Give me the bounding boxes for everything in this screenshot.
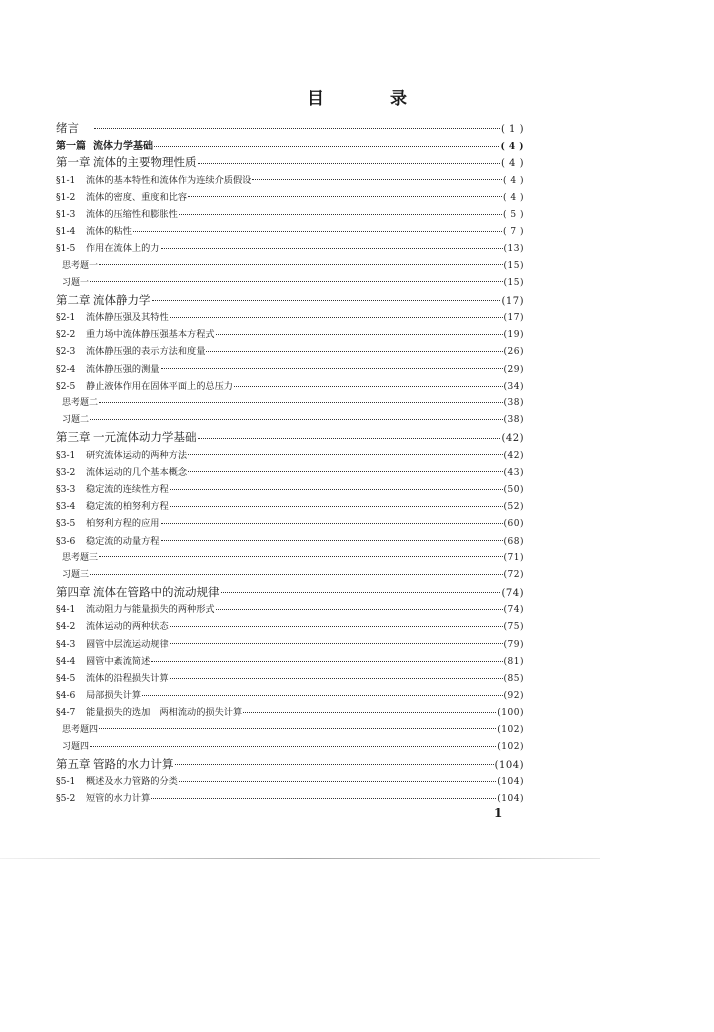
dot-leader [170,638,503,644]
toc-entry-page: (79) [503,639,524,650]
dot-leader [170,484,503,490]
dot-leader [179,209,502,215]
dot-leader [175,758,494,765]
dot-leader [151,655,502,661]
dot-leader [206,346,502,352]
toc-entry-page: (74) [501,588,524,600]
dot-leader [99,552,503,558]
toc-entry-title: 习题三 [62,569,90,580]
toc-entry-page: (29) [503,364,524,375]
toc-entry-page: ( 4 ) [503,175,524,186]
toc-entry-title: 静止液体作用在固体平面上的总压力 [86,380,233,392]
dot-leader [198,156,500,163]
dot-leader [170,312,503,318]
dot-leader [234,380,503,386]
scan-edge-line [0,858,600,859]
toc-entry-title: 思考题一 [62,260,99,271]
dot-leader [151,793,496,799]
toc-entry-page: (92) [503,691,524,702]
toc-entry-page: ( 4 ) [500,158,524,170]
toc-entry-title: 圆管中紊流简述 [86,655,151,667]
toc-entry-section [56,704,524,721]
toc-entry-number: §2-4 [56,363,76,375]
toc-entry-section [56,240,524,257]
toc-entry-number: §4-5 [56,673,76,684]
toc-entry-page: (68) [503,536,524,547]
toc-entry-section [56,326,524,343]
toc-entry-number: §3-4 [56,501,76,513]
toc-entry-exercise [56,550,524,567]
toc-entry-page: (17) [503,313,524,324]
toc-entry-section [56,343,524,360]
dot-leader [90,414,503,420]
dot-leader [99,397,503,403]
toc-entry-page: (15) [503,260,524,271]
toc-entry-exercise [56,395,524,412]
toc-entry-title: 流体的主要物理性质 [93,155,197,170]
table-of-contents [56,120,524,808]
toc-entry-page: (43) [503,467,524,478]
toc-entry-number: §3-6 [56,535,76,547]
toc-entry-section [56,687,524,704]
toc-entry-section [56,481,524,498]
dot-leader [99,259,503,265]
toc-entry-page: (50) [503,484,524,495]
toc-entry-page: (13) [503,244,524,255]
toc-entry-page: (104) [494,759,524,771]
toc-entry-section [56,361,524,378]
toc-entry-number: §3-5 [56,518,76,530]
toc-entry-title: 能量损失的选加 两相流动的损失计算 [86,707,243,719]
toc-entry-title: 柏努利方程的应用 [86,518,160,530]
toc-entry-number: §1-1 [56,174,76,186]
toc-entry-number: §3-3 [56,483,76,495]
toc-entry-page: (17) [501,295,524,307]
toc-entry-section [56,498,524,515]
dot-leader [243,707,496,713]
toc-entry-chapter [56,584,524,601]
toc-entry-number: §1-2 [56,191,76,203]
toc-entry-title: 作用在流体上的力 [86,243,160,255]
toc-entry-title: 流体静力学 [93,292,151,307]
toc-entry-section [56,636,524,653]
toc-entry-number: 绪言 [56,121,79,135]
toc-entry-page: (38) [503,415,524,426]
toc-entry-section [56,464,524,481]
toc-entry-title: 管路的水力计算 [93,756,174,771]
page-title: 目 录 [307,89,437,109]
toc-entry-section [56,447,524,464]
dot-leader [152,294,501,301]
dot-leader [221,586,501,593]
toc-entry-number: §5-2 [56,793,76,805]
toc-entry-number: §2-2 [56,329,76,341]
toc-entry-page: (72) [503,569,524,580]
toc-entry-page: (104) [497,794,524,805]
toc-entry-title: 习题一 [62,277,90,288]
toc-entry-title: 流体的密度、重度和比容 [86,191,188,203]
dot-leader [188,449,502,455]
toc-entry-number: §2-1 [56,312,76,324]
toc-entry-page: (104) [497,777,524,788]
toc-entry-page: (75) [503,622,524,633]
toc-entry-number: §2-3 [56,346,76,358]
toc-entry-exercise [56,567,524,584]
toc-entry-section [56,790,524,807]
toc-entry-page: ( 7 ) [503,227,524,238]
dot-leader [170,673,503,679]
toc-entry-page: (74) [503,605,524,616]
dot-leader [188,466,502,472]
toc-entry-page: (42) [501,433,524,445]
toc-entry-number: §5-1 [56,776,76,788]
toc-entry-page: ( 1 ) [500,124,524,135]
toc-entry-section [56,670,524,687]
toc-entry-title: 流体的粘性 [86,226,132,238]
toc-entry-chapter [56,429,524,446]
toc-entry-title: 流体运动的几个基本概念 [86,466,188,478]
toc-entry-page: (34) [503,381,524,392]
dot-leader [94,122,500,129]
toc-entry-number: 第一章 [56,155,91,170]
toc-entry-title: 流体在管路中的流动规律 [93,585,220,600]
dot-leader [161,243,503,249]
toc-entry-section [56,378,524,395]
toc-entry-title: 流动阻力与能量损失的两种形式 [86,604,215,616]
toc-entry-title: 稳定流的动量方程 [86,535,160,547]
toc-entry-page: (15) [503,277,524,288]
toc-entry-section [56,309,524,326]
toc-entry-page: (100) [497,708,524,719]
dot-leader [90,569,503,575]
toc-entry-page: (102) [497,741,524,752]
toc-entry-number: §4-3 [56,638,76,650]
toc-entry-title: 概述及水力管路的分类 [86,776,178,788]
toc-entry-section [56,223,524,240]
toc-entry-number: §1-5 [56,243,76,255]
toc-entry-page: (71) [503,552,524,563]
toc-entry-section [56,206,524,223]
dot-leader [90,277,503,283]
toc-entry-page: ( 4 ) [503,192,524,203]
toc-entry-title: 研究流体运动的两种方法 [86,449,188,461]
dot-leader [154,140,499,147]
toc-entry-title: 局部损失计算 [86,690,142,702]
toc-entry-title: 习题四 [62,741,90,752]
toc-entry-section [56,189,524,206]
toc-entry-title: 思考题三 [62,552,99,563]
toc-entry-title: 短管的水力计算 [86,793,151,805]
toc-entry-title: 流体运动的两种状态 [86,621,169,633]
toc-entry-section [56,172,524,189]
toc-entry-page: ( 4 ) [500,142,524,153]
dot-leader [198,431,501,438]
toc-entry-exercise [56,722,524,739]
toc-entry-title: 流体的沿程损失计算 [86,673,169,684]
toc-entry-page: (38) [503,398,524,408]
toc-entry-exercise [56,275,524,292]
toc-entry-page: (60) [503,519,524,530]
toc-entry-title: 流体静压强的表示方法和度量 [86,346,206,358]
toc-entry-title: 习题二 [62,415,90,426]
toc-entry-title: 稳定流的柏努利方程 [86,501,169,513]
toc-entry-title: 圆管中层流运动规律 [86,638,169,650]
toc-entry-page: (102) [497,724,524,735]
toc-entry-number: 第一篇 [56,141,86,153]
dot-leader [90,741,496,747]
dot-leader [142,690,502,696]
toc-entry-title: 思考题四 [62,724,99,735]
toc-entry-section [56,515,524,532]
toc-entry-page: (85) [503,674,524,684]
dot-leader [161,535,503,541]
toc-entry-number: §4-6 [56,690,76,702]
toc-entry-number: §4-7 [56,707,76,719]
toc-entry-number: §3-1 [56,449,76,461]
dot-leader [170,621,503,627]
toc-entry-title: 流体力学基础 [93,141,153,153]
toc-entry-number: §1-4 [56,226,76,238]
toc-entry-title: 重力场中流体静压强基本方程式 [86,329,215,341]
toc-entry-exercise [56,739,524,756]
toc-entry-number: §4-4 [56,655,76,667]
dot-leader [99,723,496,729]
toc-entry-section [56,773,524,790]
toc-entry-title: 流体的基本特性和流体作为连续介质假设 [86,174,252,186]
dot-leader [179,776,496,782]
dot-leader [216,604,503,610]
page-number: 1 [494,806,503,820]
toc-entry-title: 流体静压强的测量 [86,363,160,375]
toc-entry-number: 第三章 [56,430,91,445]
toc-entry-page: (42) [503,450,524,461]
toc-entry-title: 流体的压缩性和膨胀性 [86,208,178,220]
dot-leader [216,329,503,335]
dot-leader [161,518,503,524]
dot-leader [252,174,502,180]
toc-entry-section [56,601,524,618]
toc-entry-number: §4-1 [56,604,76,616]
toc-entry-number: 第五章 [56,756,91,771]
dot-leader [188,191,502,197]
toc-entry-part [56,137,524,154]
toc-entry-title: 一元流体动力学基础 [93,430,197,445]
toc-entry-number: 第二章 [56,292,91,307]
toc-entry-page: ( 5 ) [503,209,524,220]
toc-entry-exercise [56,412,524,429]
dot-leader [161,363,503,369]
toc-entry-number: §4-2 [56,621,76,633]
toc-entry-chapter [56,154,524,171]
toc-entry-title: 思考题二 [62,398,99,408]
toc-entry-section [56,618,524,635]
toc-entry-title: 流体静压强及其特性 [86,312,169,324]
dot-leader [133,226,502,232]
toc-entry-number: §1-3 [56,208,76,220]
toc-entry-section [56,533,524,550]
toc-entry-page: (26) [503,347,524,358]
toc-entry-page: (19) [503,330,524,341]
toc-entry-chapter [56,292,524,309]
toc-entry-page: (81) [503,656,524,667]
toc-entry-page: (52) [503,502,524,513]
toc-entry-section [56,653,524,670]
toc-entry-number: §2-5 [56,380,76,392]
dot-leader [170,501,503,507]
toc-entry-title: 稳定流的连续性方程 [86,483,169,495]
toc-entry-number: §3-2 [56,466,76,478]
toc-entry-exercise [56,258,524,275]
toc-entry-chapter [56,756,524,773]
toc-entry-number: 第四章 [56,585,91,600]
toc-entry-chapter [56,120,524,137]
